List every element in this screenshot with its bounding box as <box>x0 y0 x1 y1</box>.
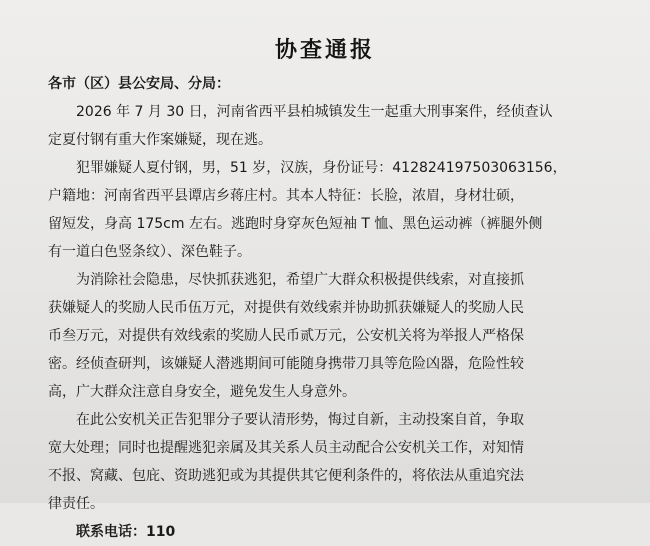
paragraph-reward <box>48 266 628 406</box>
paragraph-line: 获嫌疑人的奖励人民币伍万元，对提供有效线索并协助抓获嫌疑人的奖励人民 <box>48 300 524 316</box>
document-title: 协查通报 <box>274 37 375 63</box>
paragraph-line: 币叁万元，对提供有效线索的奖励人民币贰万元，公安机关将为举报人严格保 <box>48 328 524 344</box>
paragraph-warning <box>48 406 628 518</box>
paragraph-line: 户籍地：河南省西平县谭店乡蒋庄村。其本人特征：长脸，浓眉，身材壮硕， <box>48 188 524 204</box>
paragraph-suspect-description <box>48 154 628 266</box>
contact-phone-line: 联系电话：110 <box>76 524 176 540</box>
paragraph-line: 为消除社会隐患，尽快抓获逃犯，希望广大群众积极提供线索，对直接抓 <box>76 272 524 288</box>
paragraph-line: 有一道白色竖条纹）、深色鞋子。 <box>48 244 251 260</box>
paragraph-line: 密。经侦查研判，该嫌疑人潜逃期间可能随身携带刀具等危险凶器，危险性较 <box>48 356 524 372</box>
paragraph-incident <box>48 98 628 154</box>
paragraph-line: 不报、窝藏、包庇、资助逃犯或为其提供其它便利条件的，将依法从重追究法 <box>48 468 524 484</box>
paragraph-line: 留短发，身高 175cm 左右。逃跑时身穿灰色短袖 T 恤、黑色运动裤（裤腿外侧 <box>48 216 543 232</box>
paragraph-line: 律责任。 <box>48 496 104 512</box>
paragraph-line: 高，广大群众注意自身安全，避免发生人身意外。 <box>48 384 356 400</box>
addressee-line: 各市（区）县公安局、分局： <box>48 76 230 92</box>
document-body <box>48 70 628 546</box>
paragraph-line: 宽大处理；同时也提醒逃犯亲属及其关系人员主动配合公安机关工作，对知情 <box>48 440 524 456</box>
paragraph-line: 2026 年 7 月 30 日，河南省西平县柏城镇发生一起重大刑事案件，经侦查认 <box>76 104 553 120</box>
paragraph-line: 在此公安机关正告犯罪分子要认清形势，悔过自新，主动投案自首，争取 <box>76 412 524 428</box>
paragraph-line: 犯罪嫌疑人夏付钢，男，51 岁，汉族，身份证号：412824197503063156， <box>76 160 567 176</box>
paragraph-line: 定夏付钢有重大作案嫌疑，现在逃。 <box>48 132 272 148</box>
